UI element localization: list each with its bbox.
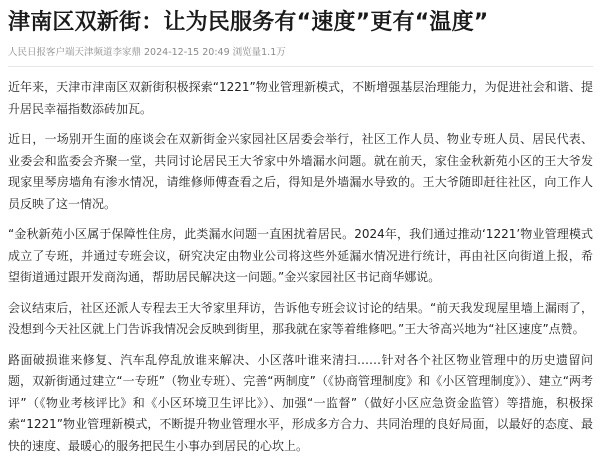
paragraph-5: 路面破损谁来修复、汽车乱停乱放谁来解决、小区落叶谁来清扫……针对各个社区物业管理中的历史遗留问题，双新街通过建立“一专班”（物业专班）、完善“两制度”（《协商管理制度》和《小区管理制度》）、建立“两考评”（《物业考核评比》和《小区环境卫生评比》）、加强“一监督”（做好小区应急资金监管）等措施，积极探索“1221”物业管理新模式，不断提升物业管理水平，形成多方合力、共同治理的良好局面，以最好的态度、最快的速度、最暖心的服务把民生小事办到居民的心坎上。	[8, 350, 593, 457]
divider	[8, 66, 593, 67]
paragraph-2: 近日，一场别开生面的座谈会在双新街金兴家园社区居委会举行，社区工作人员、物业专班人员、居民代表、业委会和监委会齐聚一堂，共同讨论居民王大爷家中外墙漏水问题。就在前天，家住金秋新苑小区的王大爷发现家里琴房墙角有渗水情况，请维修师傅查看之后，得知是外墙漏水导致的。王大爷随即赶往社区，向工作人员反映了这一情况。	[8, 129, 593, 215]
article-meta	[8, 46, 593, 60]
article-datetime: 2024-12-15 20:49	[144, 47, 230, 58]
paragraph-1: 近年来，天津市津南区双新街积极探索“1221”物业管理新模式，不断增强基层治理能力，为促进社会和谐、提升居民幸福指数添砖加瓦。	[8, 77, 593, 120]
paragraph-3: “金秋新苑小区属于保障性住房，此类漏水问题一直困扰着居民。2024年，我们通过推动‘1221’物业管理模式成立了专班，并通过专班会议，研究决定由物业公司将这些外延漏水情况进行统计，再由社区向街道上报，希望街道通过跟开发商沟通，帮助居民解决这一问题。”金兴家园社区书记商华娜说。	[8, 224, 593, 289]
article-views: 浏览量1.1万	[233, 47, 286, 58]
paragraph-4: 会议结束后，社区还派人专程去王大爷家里拜访，告诉他专班会议讨论的结果。“前天我发现屋里墙上漏雨了，没想到今天社区就上门告诉我情况会反映到街里，那我就在家等着维修吧。”王大爷高兴地为“社区速度”点赞。	[8, 298, 593, 341]
article-title: 津南区双新街：让为民服务有“速度”更有“温度”	[8, 0, 593, 38]
article-source: 人民日报客户端天津频道李家鼎	[8, 47, 141, 58]
